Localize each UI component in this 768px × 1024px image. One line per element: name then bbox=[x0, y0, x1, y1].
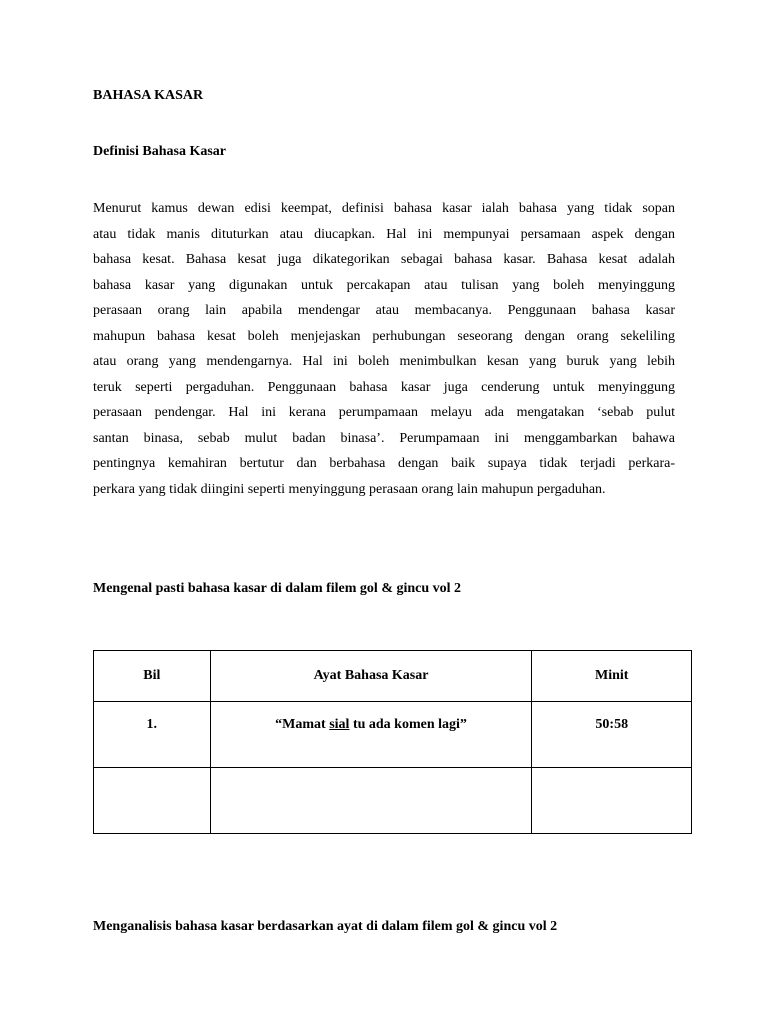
cell-minit: 50:58 bbox=[532, 702, 692, 768]
cell-bil: 1. bbox=[94, 702, 211, 768]
cell-ayat bbox=[210, 702, 532, 768]
definition-heading: Definisi Bahasa Kasar bbox=[93, 144, 227, 159]
column-header-minit: Minit bbox=[532, 651, 692, 702]
rude-language-table bbox=[93, 650, 692, 834]
paragraph-line: perasaan pendengar. Hal ini kerana perumpamaan melayu ada mengatakan ‘sebab pulut bbox=[93, 405, 675, 420]
ayat-underlined-word: sial bbox=[329, 717, 350, 732]
table-row bbox=[94, 768, 692, 834]
cell-bil bbox=[94, 768, 211, 834]
paragraph-line: perasaan orang lain apabila mendengar atau membacanya. Penggunaan bahasa kasar bbox=[93, 303, 675, 318]
paragraph-line: bahasa kesat. Bahasa kesat juga dikategorikan sebagai bahasa kasar. Bahasa kesat adalah bbox=[93, 252, 675, 267]
section-heading-analyse: Menganalisis bahasa kasar berdasarkan ayat di dalam filem gol & gincu vol 2 bbox=[93, 919, 558, 934]
paragraph-line: bahasa kasar yang digunakan untuk percakapan atau tulisan yang boleh menyinggung bbox=[93, 277, 675, 293]
column-header-ayat: Ayat Bahasa Kasar bbox=[210, 651, 532, 702]
column-header-bil: Bil bbox=[94, 651, 211, 702]
paragraph-line: Menurut kamus dewan edisi keempat, definisi bahasa kasar ialah bahasa yang tidak sopan bbox=[93, 201, 675, 216]
ayat-text-before: “Mamat bbox=[275, 717, 330, 732]
table-header-row bbox=[94, 651, 692, 702]
section-heading-identify: Mengenal pasti bahasa kasar di dalam filem gol & gincu vol 2 bbox=[93, 581, 462, 596]
definition-paragraph bbox=[93, 196, 675, 502]
cell-ayat bbox=[210, 768, 532, 834]
table-row bbox=[94, 702, 692, 768]
paragraph-line: perkara yang tidak diingini seperti menyinggung perasaan orang lain mahupun pergaduhan. bbox=[93, 481, 606, 497]
paragraph-line: atau tidak manis dituturkan atau diucapkan. Hal ini mempunyai persamaan aspek dengan bbox=[93, 226, 675, 242]
cell-minit bbox=[532, 768, 692, 834]
document-title: BAHASA KASAR bbox=[93, 88, 204, 103]
paragraph-line: teruk seperti pergaduhan. Penggunaan bahasa kasar juga cenderung untuk menyinggung bbox=[93, 379, 675, 395]
ayat-text-after: tu ada komen lagi” bbox=[349, 717, 467, 732]
paragraph-line: santan binasa, sebab mulut badan binasa’. Perumpamaan ini menggambarkan bahawa bbox=[93, 430, 675, 446]
paragraph-line: pentingnya kemahiran bertutur dan berbahasa dengan baik supaya tidak terjadi perkara- bbox=[93, 456, 675, 471]
paragraph-line: mahupun bahasa kesat boleh menjejaskan perhubungan seseorang dengan orang sekeliling bbox=[93, 328, 675, 344]
paragraph-line: atau orang yang mendengarnya. Hal ini boleh menimbulkan kesan yang buruk yang lebih bbox=[93, 354, 675, 369]
